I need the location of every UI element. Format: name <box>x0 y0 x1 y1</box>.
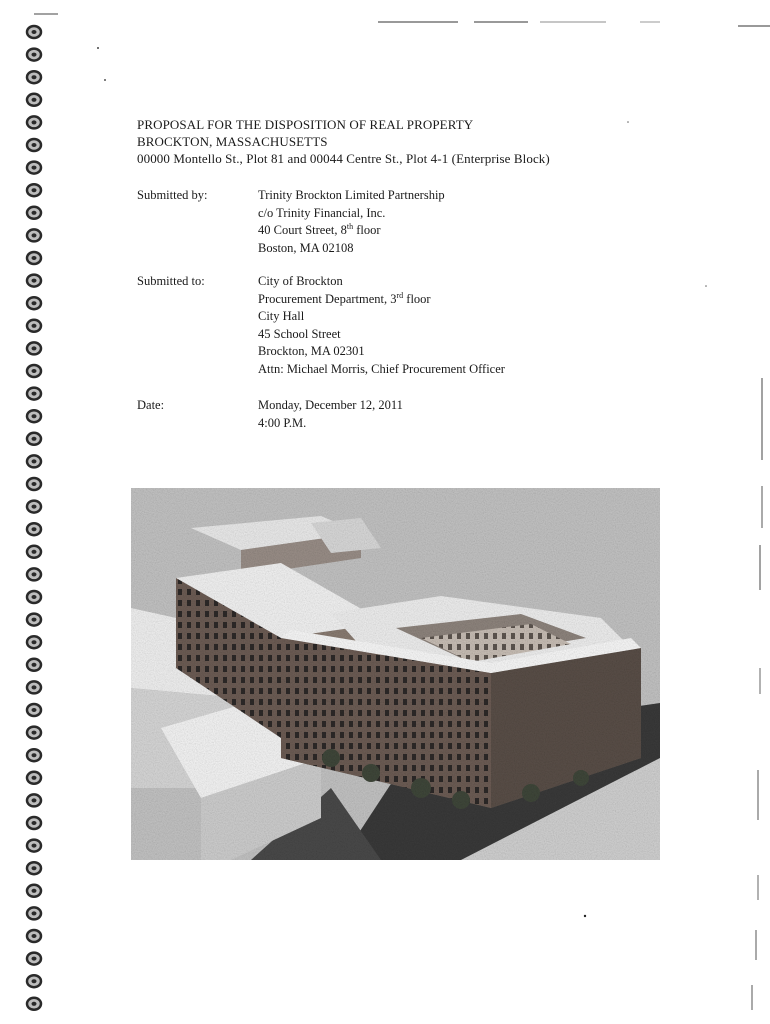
spiral-hole <box>32 1002 37 1006</box>
spiral-hole <box>32 324 37 328</box>
recipient-city: Brockton, MA 02301 <box>258 344 365 358</box>
spiral-hole <box>32 188 37 192</box>
submitter-street: 40 Court Street, 8th floor <box>258 222 381 237</box>
spiral-hole <box>32 482 37 486</box>
spiral-hole <box>32 75 37 79</box>
spiral-hole <box>32 369 37 373</box>
date-label: Date: <box>137 398 165 412</box>
spiral-hole <box>32 595 37 599</box>
spiral-hole <box>32 505 37 509</box>
spiral-hole <box>32 957 37 961</box>
spiral-hole <box>32 618 37 622</box>
spiral-hole <box>32 414 37 418</box>
spiral-hole <box>32 233 37 237</box>
spiral-hole <box>32 640 37 644</box>
spiral-hole <box>32 301 37 305</box>
spiral-binding <box>22 24 46 1014</box>
spiral-hole <box>32 98 37 102</box>
spiral-hole <box>32 889 37 893</box>
spiral-hole <box>32 776 37 780</box>
date-value <box>258 397 403 432</box>
submitter-organization: Trinity Brockton Limited Partnership <box>258 188 445 202</box>
spiral-hole <box>32 798 37 802</box>
recipient-attention: Attn: Michael Morris, Chief Procurement Officer <box>258 361 505 376</box>
submitted-to-label: Submitted to: <box>137 274 205 288</box>
spiral-hole <box>32 731 37 735</box>
recipient-organization: City of Brockton <box>258 274 343 288</box>
spiral-hole <box>32 53 37 57</box>
spiral-hole <box>32 550 37 554</box>
submitter-city: Boston, MA 02108 <box>258 240 354 255</box>
proposal-location: BROCKTON, MASSACHUSETTS <box>137 134 328 149</box>
spiral-hole <box>32 753 37 757</box>
spiral-hole <box>32 30 37 34</box>
spiral-hole <box>32 256 37 260</box>
spiral-hole <box>32 821 37 825</box>
recipient-building: City Hall <box>258 309 305 323</box>
submitted-by-label: Submitted by: <box>137 188 208 202</box>
recipient-department: Procurement Department, 3rd floor <box>258 290 431 306</box>
spiral-hole <box>32 143 37 147</box>
submitter-care-of: c/o Trinity Financial, Inc. <box>258 205 386 220</box>
spiral-hole <box>32 866 37 870</box>
spiral-hole <box>32 663 37 667</box>
submitted-by-address <box>258 187 445 257</box>
proposal-title: PROPOSAL FOR THE DISPOSITION OF REAL PROPERTY <box>137 117 474 132</box>
spiral-hole <box>32 166 37 170</box>
spiral-hole <box>32 527 37 531</box>
building-rendering-art <box>131 488 660 860</box>
date-day: Monday, December 12, 2011 <box>258 398 403 412</box>
spiral-hole <box>32 911 37 915</box>
spiral-hole <box>32 979 37 983</box>
spiral-hole <box>32 685 37 689</box>
spiral-hole <box>32 844 37 848</box>
date-time: 4:00 P.M. <box>258 415 307 430</box>
recipient-street: 45 School Street <box>258 326 341 341</box>
spiral-hole <box>32 708 37 712</box>
spiral-hole <box>32 279 37 283</box>
spiral-hole <box>32 211 37 215</box>
spiral-hole <box>32 934 37 938</box>
spiral-hole <box>32 392 37 396</box>
submitted-to-address <box>258 273 505 378</box>
proposal-title-block <box>137 116 550 167</box>
spiral-hole <box>32 437 37 441</box>
spiral-hole <box>32 459 37 463</box>
spiral-hole <box>32 346 37 350</box>
spiral-hole <box>32 120 37 124</box>
building-rendering-image <box>131 488 660 860</box>
spiral-hole <box>32 572 37 576</box>
property-description: 00000 Montello St., Plot 81 and 00044 Centre St., Plot 4-1 (Enterprise Block) <box>137 151 550 166</box>
